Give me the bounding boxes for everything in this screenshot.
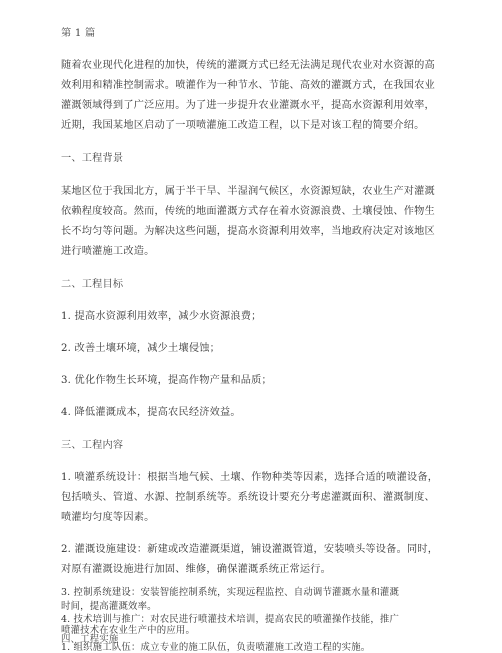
section-heading-background: 一、工程背景 [61, 153, 124, 164]
background-line-3: 长不均匀等问题。为解决这些问题，提高水资源利用效率，当地政府决定对该地区 [61, 226, 435, 237]
background-line-4: 进行喷灌施工改造。 [61, 246, 155, 257]
intro-line-4: 近期，我国某地区启动了一项喷灌施工改造工程，以下是对该工程的简要介绍。 [61, 120, 425, 131]
content-item-1-line-3: 喷灌均匀度等因素。 [61, 512, 155, 523]
intro-line-3: 灌溉领域得到了广泛应用。为了进一步提升农业灌溉水平，提高水资源利用效率， [61, 100, 435, 111]
section-heading-goals: 二、工程目标 [61, 279, 124, 290]
goal-item-4: 4. 降低灌溉成本，提高农民经济效益。 [61, 407, 241, 418]
content-item-2-line-2: 对原有灌溉设施进行加固、维修，确保灌溉系统正常运行。 [61, 564, 332, 575]
intro-line-2: 效利用和精准控制需求。喷灌作为一种节水、节能、高效的灌溉方式，在我国农业 [61, 80, 435, 91]
content-item-4-line-2: 喷灌技术在农业生产中的应用。 [61, 625, 196, 636]
section-heading-content: 三、工程内容 [61, 440, 124, 451]
goal-item-2: 2. 改善土壤环境，减少土壤侵蚀； [61, 343, 220, 354]
content-item-1-line-1: 1. 喷灌系统设计：根据当地气候、土壤、作物种类等因素，选择合适的喷灌设备， [61, 472, 439, 483]
background-line-2: 依赖程度较高。然而，传统的地面灌溉方式存在着水资源浪费、土壤侵蚀、作物生 [61, 206, 435, 217]
implementation-item-1: 1. 组织施工队伍：成立专业的施工队伍，负责喷灌施工改造工程的实施。 [61, 642, 371, 653]
content-item-2-line-1: 2. 灌溉设施建设：新建或改造灌溉渠道，铺设灌溉管道，安装喷头等设备。同时， [61, 544, 439, 555]
content-item-3-line-1: 3. 控制系统建设：安装智能控制系统，实现远程监控、自动调节灌溉水量和灌溉 [61, 587, 400, 598]
goal-item-3: 3. 优化作物生长环境，提高作物产量和品质； [61, 375, 272, 386]
goal-item-1: 1. 提高水资源利用效率，减少水资源浪费； [61, 311, 262, 322]
section-heading-implementation: 四、工程实施 [61, 634, 119, 645]
content-item-4-line-1: 4. 技术培训与推广：对农民进行喷灌技术培训，提高农民的喷灌操作技能，推广 [61, 614, 400, 625]
content-item-1-line-2: 包括喷头、管道、水源、控制系统等。系统设计要充分考虑灌溉面积、灌溉制度、 [61, 492, 435, 503]
page-label: 第 1 篇 [61, 28, 96, 39]
intro-line-1: 随着农业现代化进程的加快，传统的灌溉方式已经无法满足现代农业对水资源的高 [61, 60, 435, 71]
content-item-3-line-2: 时间，提高灌溉效率。 [61, 601, 157, 612]
background-line-1: 某地区位于我国北方，属于半干旱、半湿润气候区，水资源短缺，农业生产对灌溉 [61, 186, 435, 197]
